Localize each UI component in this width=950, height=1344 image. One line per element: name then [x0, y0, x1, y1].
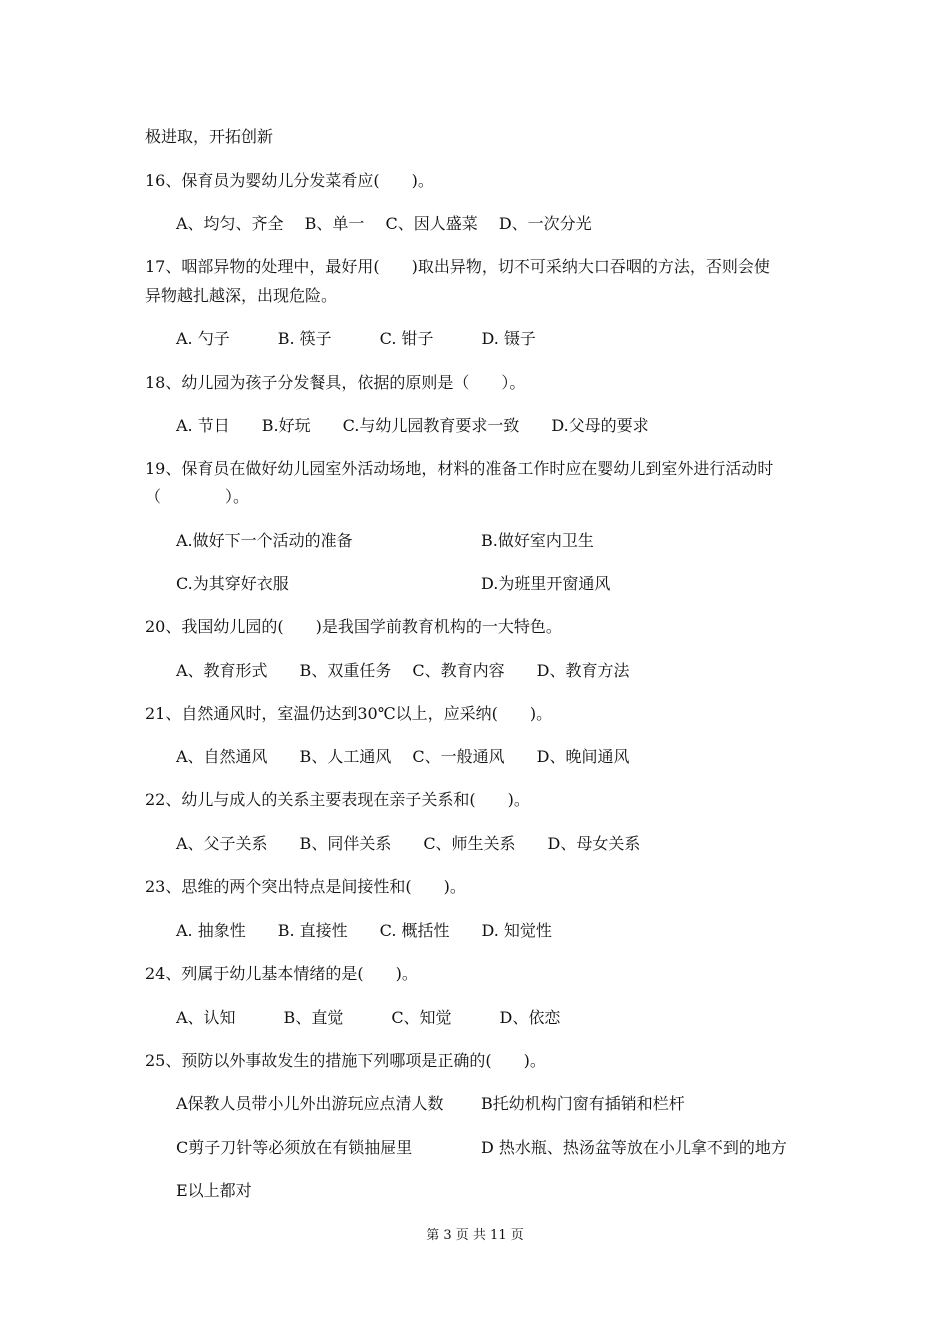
question-17-stem-line1: 17、咽部异物的处理中，最好用( )取出异物，切不可采纳大口吞咽的方法，否则会使: [145, 257, 770, 276]
question-19-option-b: B.做好室内卫生: [481, 531, 594, 550]
question-16-options: A、均匀、齐全 B、单一 C、因人盛菜 D、一次分光: [176, 214, 592, 233]
question-25-option-a: A保教人员带小儿外出游玩应点清人数: [176, 1094, 444, 1113]
continuation-text: 极进取，开拓创新: [145, 127, 274, 146]
question-20-stem: 20、我国幼儿园的( )是我国学前教育机构的一大特色。: [145, 617, 562, 636]
question-18-stem: 18、幼儿园为孩子分发餐具，依据的原则是（ ）。: [145, 373, 526, 392]
question-17-stem-line2: 异物越扎越深，出现危险。: [145, 286, 338, 305]
question-18-options: A. 节日 B.好玩 C.与幼儿园教育要求一致 D.父母的要求: [176, 416, 649, 435]
question-25-option-e: E以上都对: [176, 1181, 252, 1200]
question-22-stem: 22、幼儿与成人的关系主要表现在亲子关系和( )。: [145, 790, 530, 809]
question-19-option-a: A.做好下一个活动的准备: [176, 531, 353, 550]
question-21-options: A、自然通风 B、人工通风 C、一般通风 D、晚间通风: [176, 747, 630, 766]
question-17-options: A. 勺子 B. 筷子 C. 钳子 D. 镊子: [176, 329, 536, 348]
question-24-options: A、认知 B、直觉 C、知觉 D、依恋: [176, 1008, 561, 1027]
question-19-stem-line1: 19、保育员在做好幼儿园室外活动场地，材料的准备工作时应在婴幼儿到室外进行活动时: [145, 459, 774, 478]
question-24-stem: 24、列属于幼儿基本情绪的是( )。: [145, 964, 418, 983]
question-20-options: A、教育形式 B、双重任务 C、教育内容 D、教育方法: [176, 661, 630, 680]
page-footer: 第 3 页 共 11 页: [426, 1228, 524, 1243]
question-25-stem: 25、预防以外事故发生的措施下列哪项是正确的( )。: [145, 1051, 546, 1070]
question-25-option-b: B托幼机构门窗有插销和栏杆: [481, 1094, 685, 1113]
question-23-options: A. 抽象性 B. 直接性 C. 概括性 D. 知觉性: [176, 921, 552, 940]
question-19-option-d: D.为班里开窗通风: [481, 574, 611, 593]
question-19-stem-line2: （ ）。: [145, 487, 250, 506]
question-23-stem: 23、思维的两个突出特点是间接性和( )。: [145, 877, 466, 896]
question-22-options: A、父子关系 B、同伴关系 C、师生关系 D、母女关系: [176, 834, 641, 853]
question-25-option-d: D 热水瓶、热汤盆等放在小儿拿不到的地方: [481, 1138, 787, 1157]
question-19-option-c: C.为其穿好衣服: [176, 574, 289, 593]
question-16-stem: 16、保育员为婴幼儿分发菜肴应( )。: [145, 171, 434, 190]
question-25-option-c: C剪子刀针等必须放在有锁抽屉里: [176, 1138, 413, 1157]
question-21-stem: 21、自然通风时，室温仍达到30℃以上，应采纳( )。: [145, 704, 553, 723]
